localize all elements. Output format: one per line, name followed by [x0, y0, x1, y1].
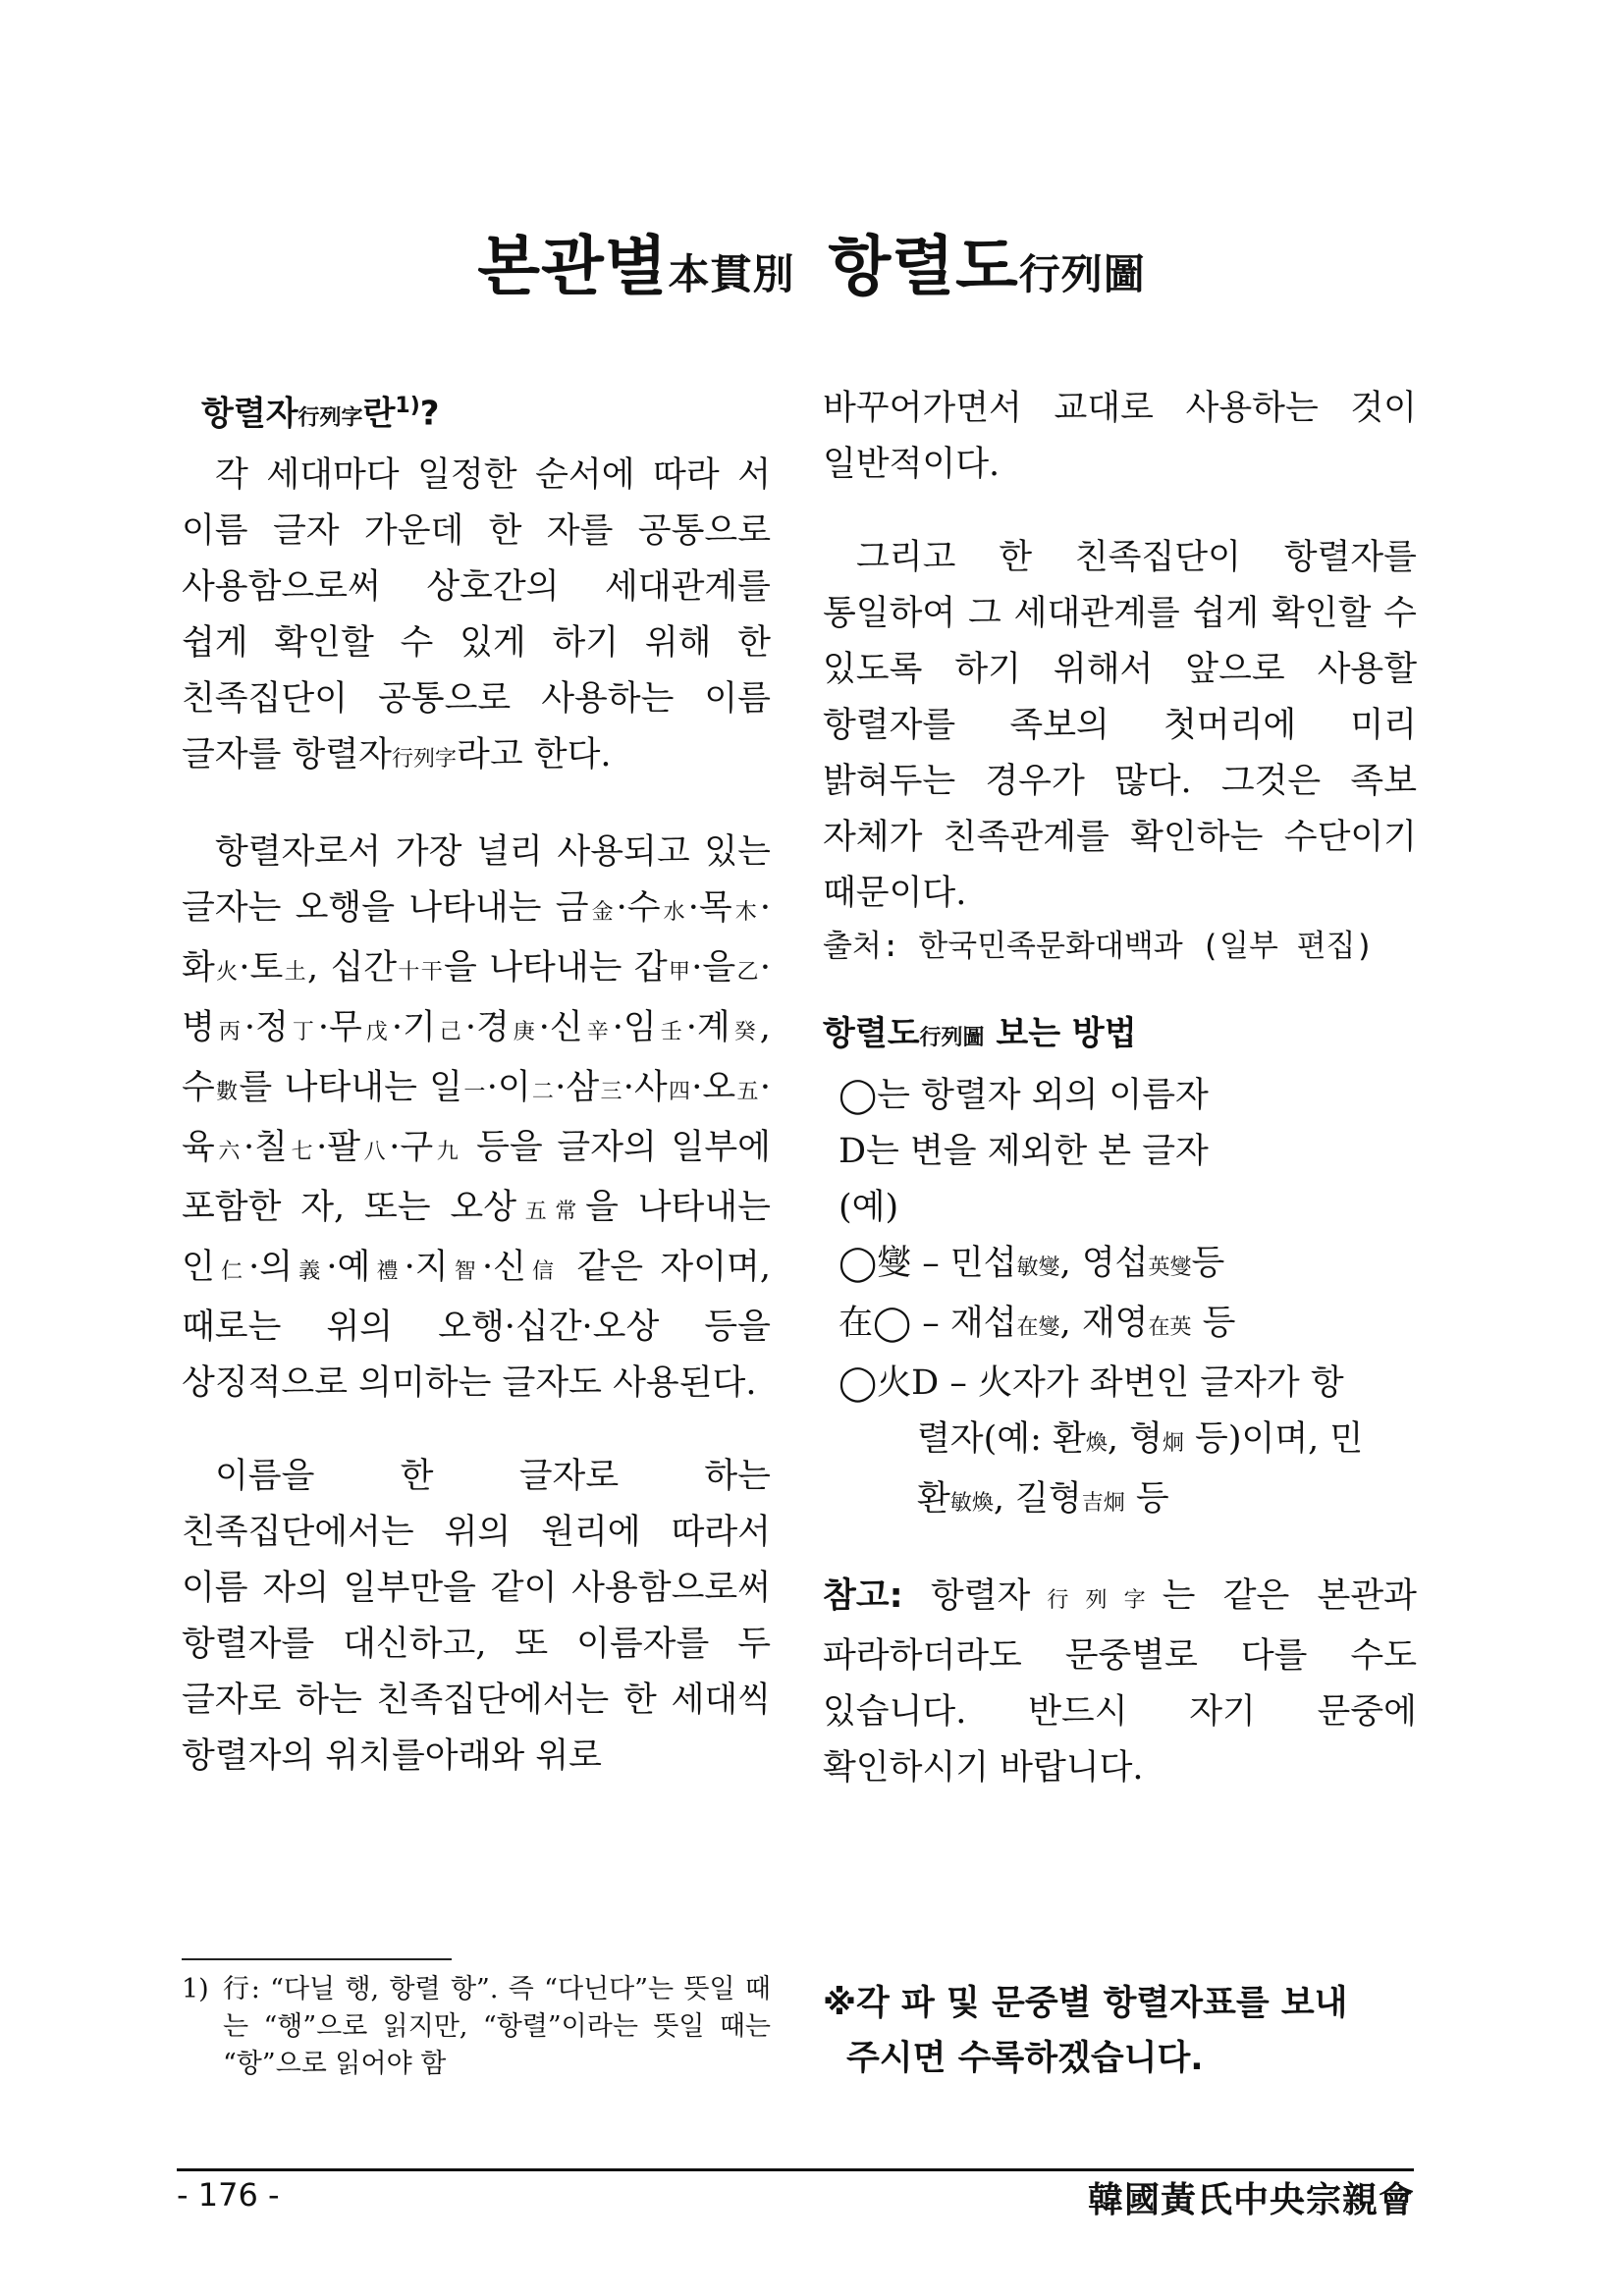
legend-circle: ◯는 항렬자 외의 이름자	[839, 1076, 1209, 1115]
request-line-2: 주시면 수록하겠습니다.	[846, 2039, 1204, 2078]
paragraph-jokbo: 그리고 한 친족집단이 항렬자를 통일하여 그 세대관계를 쉽게 확인할 수 있도록 하기 위해서 앞으로 사용할 항렬자를 족보의 첫머리에 미리 밝혀두는 경우가 많다. 그것은 족보 자체가 친족관계를 확인하는 수단이기 때문이다.	[823, 538, 1417, 913]
paragraph-continuation: 바꾸어가면서 교대로 사용하는 것이 일반적이다.	[823, 389, 1417, 484]
left-column	[182, 381, 771, 1785]
example-fire-radical: ◯火D – 火자가 좌변인 글자가 항	[839, 1363, 1344, 1403]
paragraph-definition: 각 세대마다 일정한 순서에 따라 서 이름 글자 가운데 한 자를 공통으로 사용함으로써 상호간의 세대관계를 쉽게 확인할 수 있게 하기 위해 한 친족집단이 공통으로 사용하는 이름 글자를 항렬자行列字라고 한다.	[182, 455, 771, 775]
reference-note: 참고: 항렬자行列字는 같은 본관과 파라하더라도 문중별로 다를 수도 있습니다. 반드시 자기 문중에 확인하시기 바랍니다.	[823, 1576, 1417, 1788]
submission-request	[823, 1976, 1432, 2086]
reference-note-label: 참고:	[823, 1576, 903, 1616]
footnote-text: 行: “다닐 행, 항렬 항”. 즉 “다닌다”는 뜻일 때는 “행”으로 읽지만, “항렬”이라는 뜻일 때는 “항”으로 읽어야 함	[223, 1974, 771, 2079]
example-jae: 在◯ – 재섭在燮, 재영在英 등	[839, 1304, 1236, 1343]
example-fire-radical-cont: 렬자(예: 환煥, 형炯 등)이며, 민 환敏煥, 길형吉炯 등	[917, 1419, 1364, 1519]
footnote	[182, 1971, 771, 2083]
footnote-ref: 1)	[395, 394, 420, 418]
section-heading-hangryeolja: 항렬자行列字란$^{1)}$?	[201, 394, 440, 434]
footer-divider	[177, 2168, 1414, 2171]
title-main-2: 항렬도	[828, 228, 1019, 304]
section-heading-how-to-read: 항렬도行列圖 보는 방법	[823, 1014, 1137, 1053]
footnote-number: 1)	[182, 1974, 209, 2004]
example-seop: ◯燮 – 민섭敏燮, 영섭英燮등	[839, 1244, 1225, 1283]
legend-d: D는 변을 제외한 본 글자	[839, 1132, 1209, 1171]
request-line-1: ※각 파 및 문중별 항렬자표를 보내	[823, 1984, 1348, 2023]
page-title	[0, 214, 1623, 307]
title-hanja-1: 本貫別	[668, 250, 795, 298]
page-number: - 176 -	[177, 2176, 280, 2214]
legend-example-label: (예)	[839, 1188, 899, 1227]
title-hanja-2: 行列圖	[1018, 250, 1146, 298]
society-name: 韓國黃氏中央宗親會	[1087, 2179, 1415, 2220]
paragraph-examples: 항렬자로서 가장 널리 사용되고 있는 글자는 오행을 나타내는 금金·수水·목木·화火·토土, 십간十干을 나타내는 갑甲·을乙·병丙·정丁·무戊·기己·경庚·신辛·임壬·계癸, 수數를 나타내는 일一·이二·삼三·사四·오五·육六·칠七·팔八·구九 등을 글자의 일부에 포함한 자, 또는 오상五常을 나타내는 인仁·의義·예禮·지智·신信 같은 자이며, 때로는 위의 오행·십간·오상 등을 상징적으로 의미하는 글자도 사용된다.	[182, 832, 771, 1404]
paragraph-single-char-names: 이름을 한 글자로 하는 친족집단에서는 위의 원리에 따라서 이름 자의 일부만을 같이 사용함으로써 항렬자를 대신하고, 또 이름자를 두 글자로 하는 친족집단에서는 한 세대씩 항렬자의 위치를아래와 위로	[182, 1457, 771, 1777]
footnote-divider	[182, 1958, 452, 1960]
right-column	[823, 381, 1417, 1796]
source-citation: 출처: 한국민족문화대백과 (일부 편집)	[823, 929, 1375, 964]
title-main-1: 본관별	[477, 228, 669, 304]
